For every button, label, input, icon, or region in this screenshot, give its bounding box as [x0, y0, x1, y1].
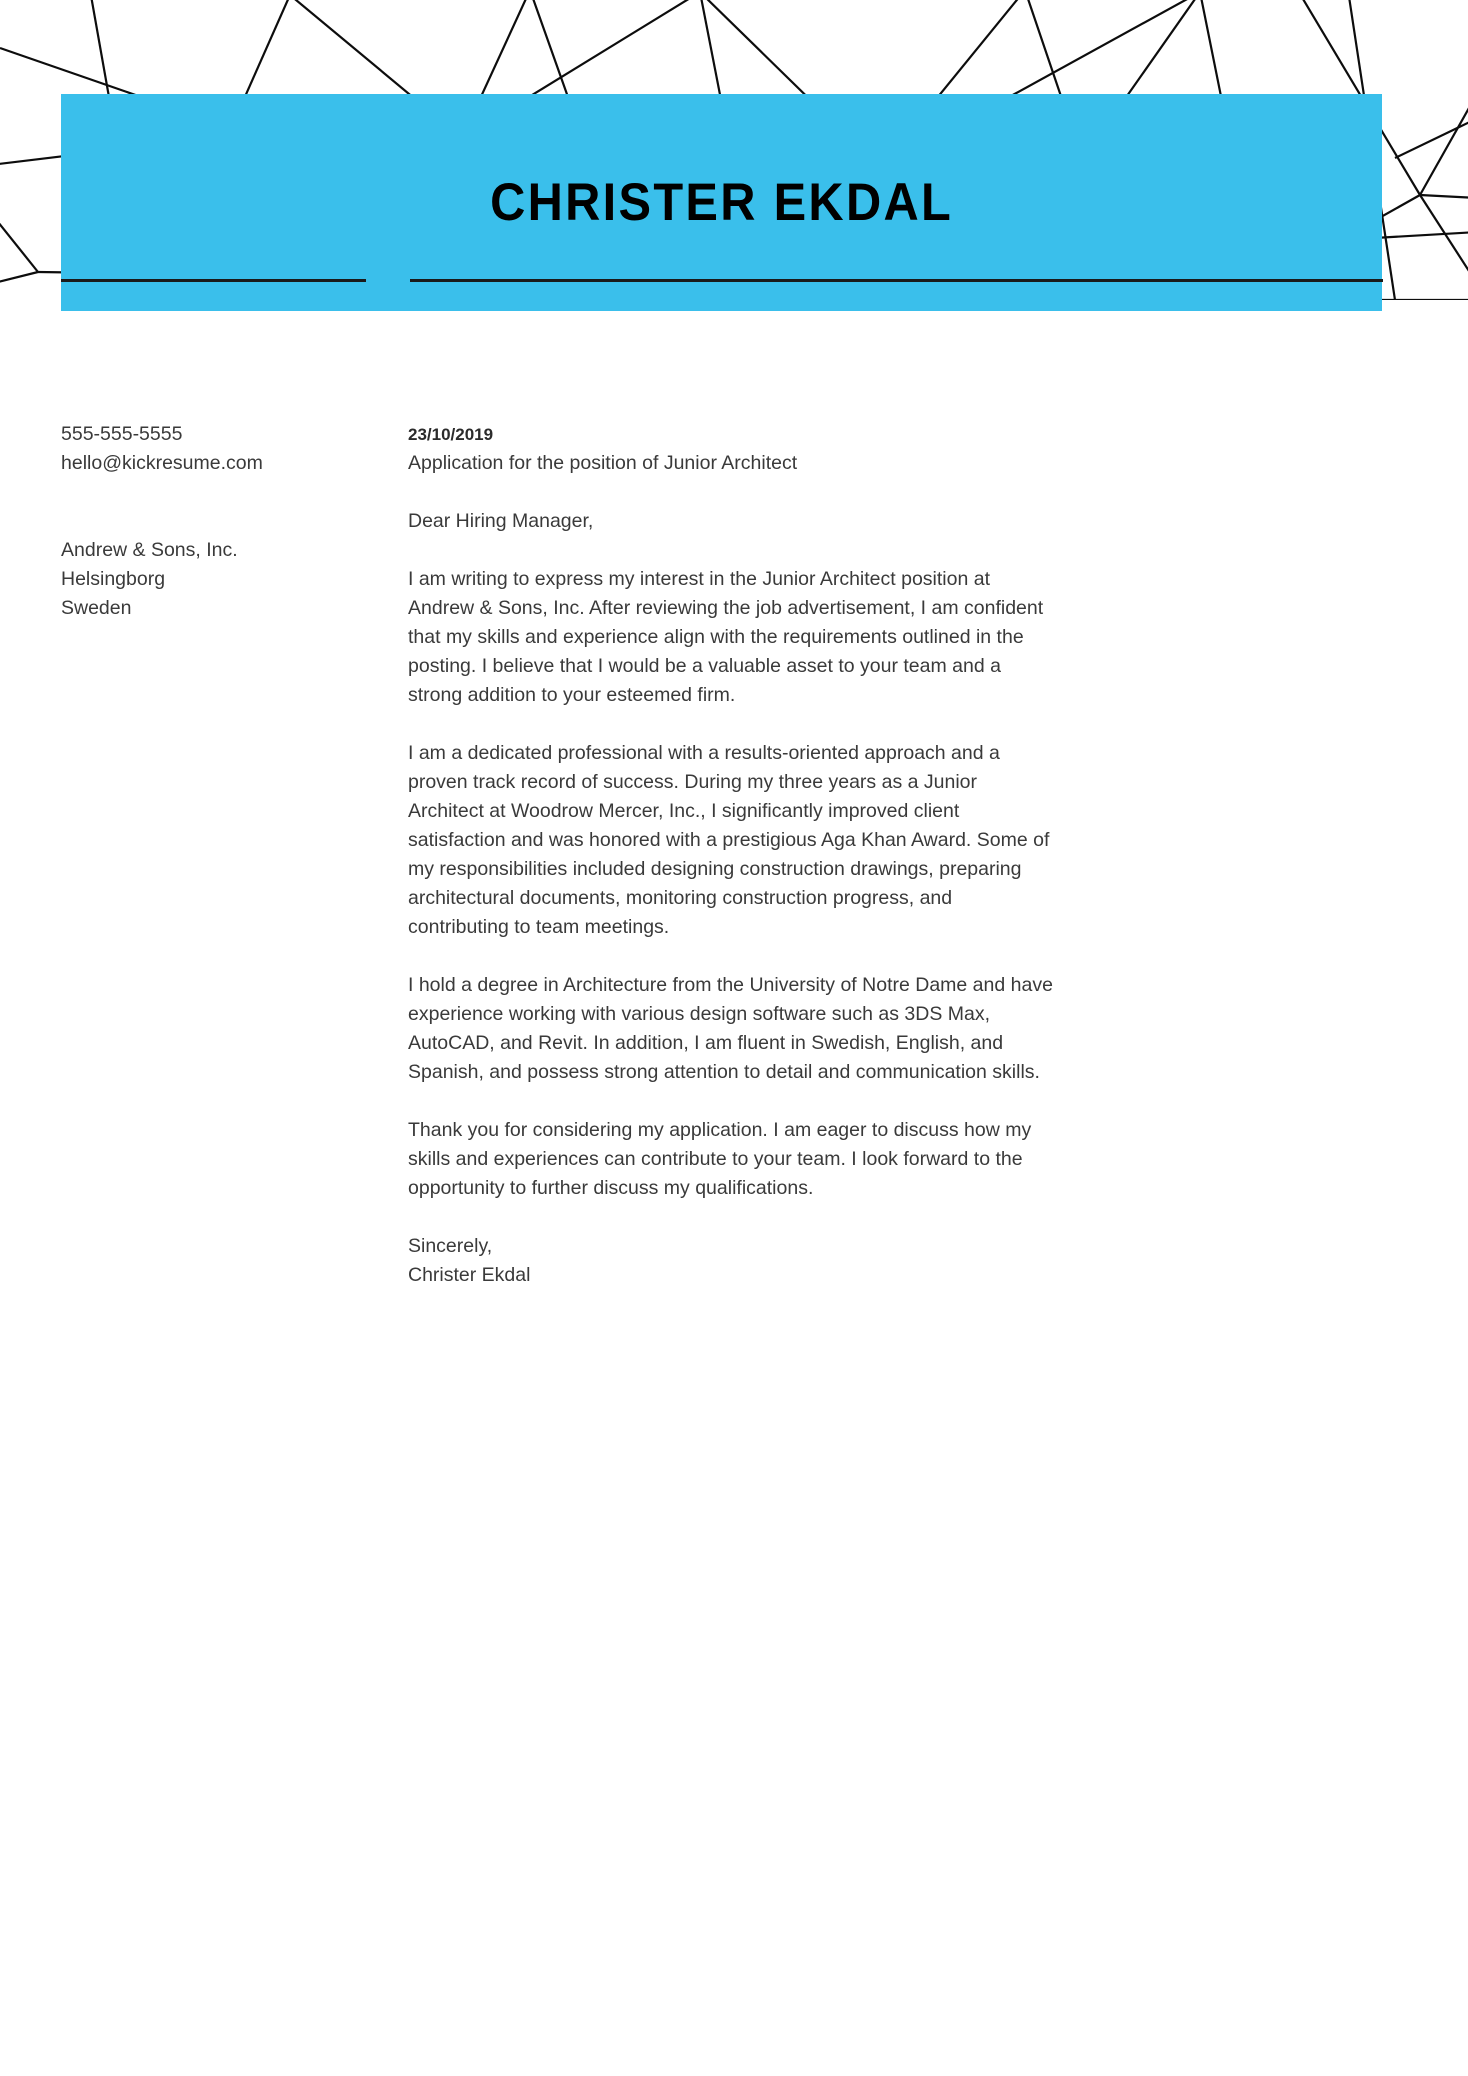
letter-paragraph-3: I hold a degree in Architecture from the University of Notre Dame and have experience working with various design software such as 3DS Max, AutoCAD, and Revit. In addition, I am fluent in Swedish, English, and Spanish, and possess strong attention to detail and communication skills. [408, 974, 1053, 1083]
letter-paragraph-2: I am a dedicated professional with a results-oriented approach and a proven track record of success. During my three years as a Junior Architect at Woodrow Mercer, Inc., I significantly improved client satisfaction and was honored with a prestigious Aga Khan Award. Some of my responsibilities included designing construction drawings, preparing architectural documents, monitoring construction progress, and contributing to team meetings. [408, 742, 1050, 938]
contact-block [61, 420, 361, 478]
letter-salutation: Dear Hiring Manager, [408, 510, 594, 532]
divider-left [61, 279, 366, 282]
closing-salutation: Sincerely, [408, 1235, 493, 1257]
letter-date: 23/10/2019 [408, 425, 494, 444]
contact-phone: 555-555-5555 [61, 423, 183, 445]
recipient-company: Andrew & Sons, Inc. [61, 539, 238, 561]
divider-right [410, 279, 1383, 282]
recipient-block [61, 536, 361, 623]
letter-closing [408, 1232, 1056, 1290]
letter-body [408, 420, 1056, 1290]
page-title: CHRISTER EKDAL [490, 173, 953, 232]
recipient-city: Helsingborg [61, 568, 166, 590]
letter-subject: Application for the position of Junior Architect [408, 452, 798, 474]
sidebar [61, 420, 361, 623]
contact-email: hello@kickresume.com [61, 452, 263, 474]
signature-name: Christer Ekdal [408, 1264, 531, 1286]
letter-paragraph-4: Thank you for considering my application. I am eager to discuss how my skills and experiences can contribute to your team. I look forward to the opportunity to further discuss my qualifications. [408, 1119, 1032, 1199]
letter-paragraph-1: I am writing to express my interest in the Junior Architect position at Andrew & Sons, Inc. After reviewing the job advertisement, I am confident that my skills and experience align with the requirements outlined in the posting. I believe that I would be a valuable asset to your team and a strong addition to your esteemed firm. [408, 568, 1044, 706]
recipient-country: Sweden [61, 597, 132, 619]
